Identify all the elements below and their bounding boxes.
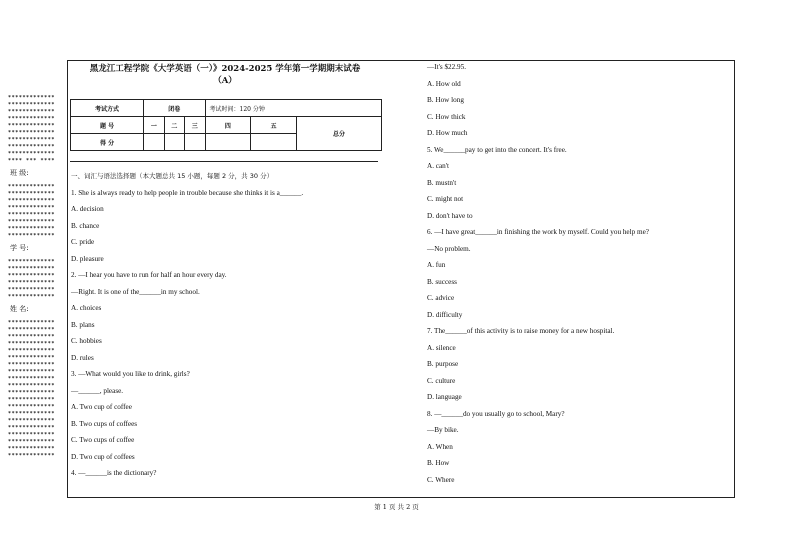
question-line: B. Two cups of coffees (71, 419, 138, 428)
name-label: 姓 名: (10, 305, 29, 313)
question-line: D. Two cup of coffees (71, 452, 135, 461)
score-cell (164, 134, 184, 151)
right-column (427, 59, 649, 488)
question-line: —By bike. (427, 426, 459, 434)
question-line: 7. The______of this activity is to raise money for a new hospital. (427, 327, 615, 335)
question-line: C. hobbies (71, 337, 102, 345)
question-line: B. success (427, 277, 457, 286)
question-line: C. How thick (427, 112, 466, 121)
question-line: A. silence (427, 343, 456, 352)
section-heading: 一、词汇与语法选择题（本大题总共 15 小题，每题 2 分，共 30 分） (71, 172, 274, 180)
section-divider (70, 161, 378, 162)
question-line: A. fun (427, 261, 446, 269)
question-line: D. rules (71, 353, 94, 362)
question-line: A. When (427, 442, 453, 451)
score-cell (205, 134, 251, 151)
question-line: —No problem. (427, 244, 471, 253)
question-line: C. might not (427, 195, 464, 203)
question-line: D. difficulty (427, 310, 463, 319)
question-line: B. plans (71, 320, 95, 329)
left-column (71, 168, 303, 482)
question-line: A. can't (427, 162, 450, 170)
score-label: 得 分 (71, 134, 144, 151)
question-number: 四 (205, 117, 251, 134)
exam-mode-value: 闭卷 (144, 100, 205, 117)
question-line: D. How much (427, 129, 468, 137)
question-line: D. don't have to (427, 211, 473, 220)
exam-title-text: 黑龙江工程学院《大学英语（一）》2024-2025 学年第一学期期末试卷 (89, 64, 361, 74)
question-line: 3. —What would you like to drink, girls? (71, 370, 190, 378)
binding-margin (8, 95, 60, 535)
exam-title (68, 63, 382, 87)
total-score-label: 总分 (297, 117, 382, 151)
question-line: C. culture (427, 376, 456, 385)
question-line: 1. She is always ready to help people in trouble because she thinks it is a______. (71, 188, 304, 197)
question-line: 5. We______pay to get into the concert. It's free. (427, 145, 567, 154)
question-line: A. Two cup of coffee (71, 403, 132, 411)
score-cell (144, 134, 164, 151)
question-line: —Right. It is one of the______in my school. (71, 287, 200, 296)
question-number: 五 (251, 117, 297, 134)
exam-time: 考试时间：120 分钟 (205, 100, 381, 117)
score-cell (251, 134, 297, 151)
exam-mode-label: 考试方式 (71, 100, 144, 117)
question-line: A. decision (71, 205, 104, 213)
question-line: B. mustn't (427, 178, 457, 187)
question-line: B. How (427, 459, 450, 467)
question-line: C. Two cups of coffee (71, 436, 135, 444)
question-line: B. chance (71, 221, 100, 230)
question-line: C. Where (427, 475, 455, 484)
question-line: D. language (427, 393, 462, 401)
question-line: 6. —I have great______in finishing the work by myself. Could you help me? (427, 228, 649, 236)
dotted-cut-line: ************* ************* ************* ************* ************* ************* (8, 259, 55, 300)
question-line: —It's $22.95. (427, 63, 467, 71)
question-number: 二 (164, 117, 184, 134)
class-label: 班 级: (10, 169, 29, 177)
page-footer: 第 1 页 共 2 页 (374, 503, 419, 511)
exam-page-frame (67, 60, 735, 498)
score-table (70, 99, 382, 151)
question-line: B. How long (427, 96, 464, 104)
question-line: 4. —______is the dictionary? (71, 469, 157, 477)
exam-version: （A） (213, 76, 237, 86)
question-no-label: 题 号 (71, 117, 144, 134)
question-line: C. advice (427, 294, 455, 302)
question-number: 一 (144, 117, 164, 134)
question-line: A. How old (427, 79, 461, 88)
question-line: A. choices (71, 304, 102, 312)
dotted-cut-line: ************* ************* ************* ************* ************* ************* ************* ************* (8, 184, 55, 239)
dotted-cut-line: ************* ************* ************* ************* ************* ************* ************* ************* ************* **** *** **** (8, 95, 55, 164)
score-cell (185, 134, 205, 151)
question-line: —______, please. (71, 386, 124, 395)
question-line: B. purpose (427, 360, 459, 368)
question-number: 三 (185, 117, 205, 134)
dotted-cut-line: ************* ************* ************* ************* ************* ************* ************* ************* ************* ************* ************* ************* ************* ************* ************* ************* ************* ************* ************* ************* (8, 320, 55, 459)
student-id-label: 学 号: (10, 244, 29, 252)
question-line: 2. —I hear you have to run for half an hour every day. (71, 271, 227, 279)
question-line: C. pride (71, 238, 95, 246)
question-line: D. pleasure (71, 254, 104, 263)
question-line: 8. —______do you usually go to school, Mary? (427, 409, 565, 418)
